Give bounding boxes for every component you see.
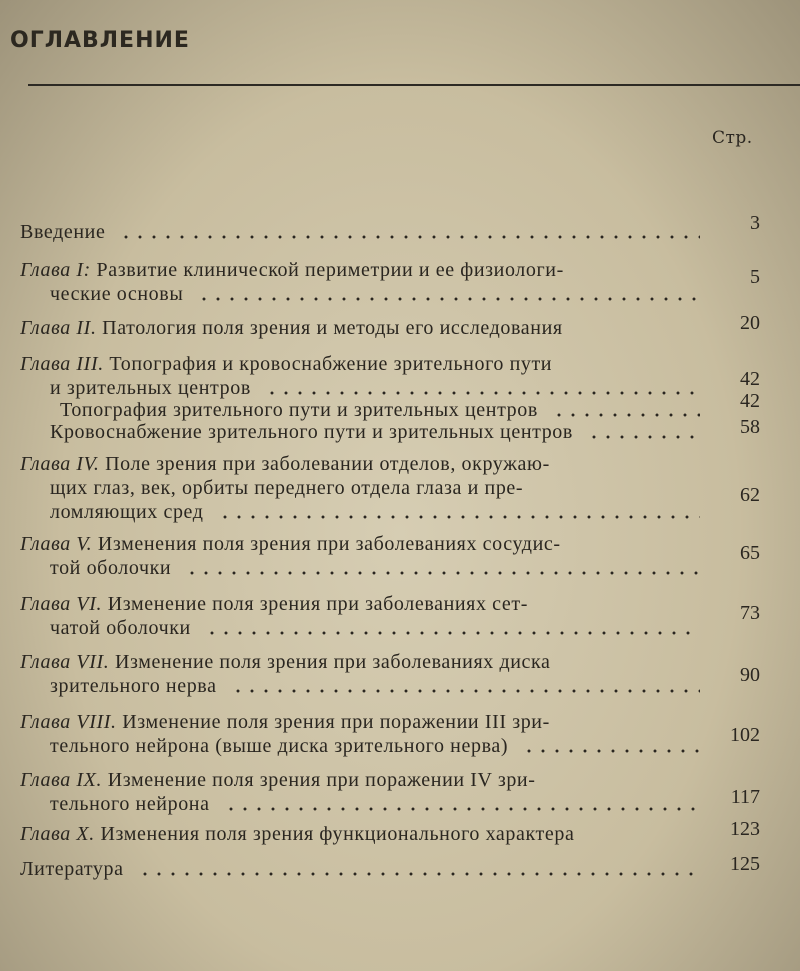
toc-entry <box>20 316 720 340</box>
page-number: 42 <box>740 368 760 390</box>
toc-entry-line <box>20 792 720 816</box>
dot-leader <box>138 872 700 876</box>
entry-title-text: ческие основы <box>50 283 184 305</box>
toc-entry-line <box>20 822 720 846</box>
chapter-number: Глава II. <box>20 317 103 339</box>
page-number: 90 <box>740 664 760 686</box>
toc-entry-line <box>20 734 720 758</box>
chapter-number: Глава X. <box>20 823 101 845</box>
entry-title-text: ломляющих сред <box>50 501 204 523</box>
chapter-number: Глава V. <box>20 533 98 555</box>
entry-title-text: Литература <box>20 858 124 880</box>
entry-title-text: тельного нейрона (выше диска зрительного нерва) <box>50 735 509 757</box>
entry-title-text: Изменения поля зрения функционального характера <box>100 823 575 845</box>
toc-entry-line <box>20 857 720 881</box>
dot-leader <box>231 689 700 693</box>
entry-title-text: зрительного нерва <box>50 675 217 697</box>
page-number: 3 <box>750 212 760 234</box>
page-number: 65 <box>740 542 760 564</box>
entry-title-text: чатой оболочки <box>50 617 191 639</box>
dot-leader <box>587 435 700 439</box>
toc-entry <box>20 592 720 640</box>
toc-heading: ОГЛАВЛЕНИЕ <box>10 28 190 53</box>
dot-leader <box>522 749 700 753</box>
toc-entry-line <box>20 420 720 444</box>
dot-leader <box>197 297 700 301</box>
chapter-number: Глава IX. <box>20 769 108 791</box>
toc-entry-line <box>20 398 720 422</box>
toc-entry-line <box>20 352 720 376</box>
dot-leader <box>205 631 700 635</box>
toc-entry <box>20 258 720 306</box>
entry-title-text: Развитие клинической периметрии и ее физиологи- <box>96 259 564 281</box>
toc-entry-line <box>20 476 720 500</box>
chapter-number: Глава IV. <box>20 453 106 475</box>
toc-entry <box>20 352 720 400</box>
toc-entry-line <box>20 674 720 698</box>
toc-entry-line <box>20 500 720 524</box>
toc-entry-line <box>20 768 720 792</box>
entry-title-text: той оболочки <box>50 557 172 579</box>
entry-title-text: Поле зрения при заболевании отделов, окружаю- <box>105 453 550 475</box>
toc-entry-line <box>20 376 720 400</box>
page-number: 102 <box>730 724 760 746</box>
entry-title-text: Патология поля зрения и методы его исследования <box>102 317 563 339</box>
chapter-number: Глава I: <box>20 259 97 281</box>
toc-entry <box>20 822 720 846</box>
chapter-number: Глава III. <box>20 353 110 375</box>
page-number: 20 <box>740 312 760 334</box>
page-number: 117 <box>730 786 760 808</box>
page-number: 125 <box>730 853 760 875</box>
page-number: 5 <box>750 266 760 288</box>
entry-title-text: тельного нейрона <box>50 793 210 815</box>
entry-title-text: Изменение поля зрения при поражении III зри- <box>122 711 550 733</box>
toc-entry <box>20 710 720 758</box>
dot-leader <box>218 515 700 519</box>
toc-entry-line <box>20 316 720 340</box>
toc-entry <box>20 420 720 444</box>
toc-entry-line <box>20 532 720 556</box>
chapter-number: Глава VII. <box>20 651 115 673</box>
dot-leader <box>265 391 700 395</box>
heading-rule <box>28 84 800 86</box>
toc-entry <box>20 768 720 816</box>
page-number: 73 <box>740 602 760 624</box>
chapter-number: Глава VI. <box>20 593 108 615</box>
entry-title-text: Изменение поля зрения при заболеваниях сет- <box>107 593 528 615</box>
entry-title-text: Введение <box>20 221 106 243</box>
toc-entry-line <box>20 710 720 734</box>
page-number: 58 <box>740 416 760 438</box>
toc-entry <box>20 220 720 244</box>
dot-leader <box>185 571 700 575</box>
toc-entry <box>20 452 720 524</box>
toc-entry-line <box>20 650 720 674</box>
toc-entry <box>20 398 720 422</box>
toc-entry-line <box>20 282 720 306</box>
page-number: 123 <box>730 818 760 840</box>
toc-entry-line <box>20 556 720 580</box>
toc-entry <box>20 532 720 580</box>
entry-title-text: Кровоснабжение зрительного пути и зрительных центров <box>50 421 573 443</box>
toc-entry <box>20 857 720 881</box>
toc-entry-line <box>20 616 720 640</box>
entry-title-text: Изменение поля зрения при поражении IV зри- <box>107 769 536 791</box>
toc-entry-line <box>20 592 720 616</box>
page-column-label: Стр. <box>712 128 753 148</box>
entry-title-text: Топография зрительного пути и зрительных центров <box>60 399 538 421</box>
toc-entry <box>20 650 720 698</box>
dot-leader <box>552 413 700 417</box>
entry-title-text: Изменение поля зрения при заболеваниях диска <box>114 651 551 673</box>
entry-title-text: Топография и кровоснабжение зрительного пути <box>109 353 553 375</box>
toc-entry-line <box>20 452 720 476</box>
page-number: 62 <box>740 484 760 506</box>
toc-entry-line <box>20 220 720 244</box>
entry-title-text: Изменения поля зрения при заболеваниях сосудис- <box>97 533 561 555</box>
dot-leader <box>224 807 700 811</box>
chapter-number: Глава VIII. <box>20 711 123 733</box>
page-number: 42 <box>740 390 760 412</box>
toc-entry-line <box>20 258 720 282</box>
dot-leader <box>119 235 700 239</box>
entry-title-text: и зрительных центров <box>50 377 251 399</box>
entry-title-text: щих глаз, век, орбиты переднего отдела глаза и пре- <box>50 477 524 499</box>
